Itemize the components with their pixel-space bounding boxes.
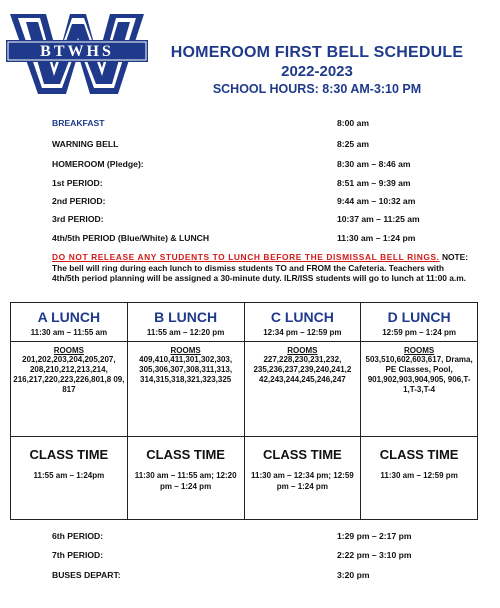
breakfast-label: BREAKFAST — [52, 118, 105, 128]
lunch-name: D LUNCH — [387, 309, 451, 325]
lunch-name: A LUNCH — [37, 309, 101, 325]
period-1-label: 1st PERIOD: — [52, 178, 103, 188]
homeroom-time: 8:30 am – 8:46 am — [337, 159, 411, 169]
school-hours: SCHOOL HOURS: 8:30 AM-3:10 PM — [212, 82, 422, 96]
title-block — [142, 44, 492, 96]
class-time-value: 11:55 am – 1:24pm — [33, 471, 105, 480]
rooms-cell-a — [11, 342, 128, 437]
period-3-time: 10:37 am – 11:25 am — [337, 214, 420, 224]
period-4-5-time: 11:30 am – 1:24 pm — [337, 233, 416, 243]
lunch-header-a — [11, 303, 128, 342]
lunch-time: 12:34 pm – 12:59 pm — [263, 328, 342, 337]
class-time-heading: CLASS TIME — [146, 447, 225, 462]
lunch-header-d — [361, 303, 478, 342]
lunch-table — [10, 302, 478, 520]
lunch-header-b — [127, 303, 244, 342]
period-1-time: 8:51 am – 9:39 am — [337, 178, 411, 188]
rooms-list: 503,510,602,603,617, Drama, PE Classes, Pool, 901,902,903,904,905, 906,T-1,T-3,T-4 — [365, 355, 473, 394]
rooms-cell-b — [127, 342, 244, 437]
class-time-heading: CLASS TIME — [29, 447, 109, 462]
logo-text: BTWHS — [40, 43, 114, 60]
class-time-heading: CLASS TIME — [379, 447, 459, 462]
class-time-cell-c — [244, 437, 361, 520]
rooms-list: 227,228,230,231,232, 235,236,237,239,240,241,2 42,243,244,245,246,247 — [253, 355, 352, 384]
lunch-note: NOTE: The bell will ring during each lunch to dismiss students TO and FROM the Cafeteria. Teachers with 4th/5th period planning will be assigned a 30-minute duty. ILR/ISS students will go to lunch at 11:00 a.m. — [52, 252, 468, 283]
class-time-cell-b — [127, 437, 244, 520]
warning-bell-label: WARNING BELL — [52, 139, 119, 149]
btwhs-w-logo — [6, 10, 148, 98]
buses-depart-time: 3:20 pm — [337, 570, 370, 580]
lunch-time: 11:55 am – 12:20 pm — [146, 328, 225, 337]
rooms-heading: ROOMS — [170, 346, 201, 355]
warning-bell-time: 8:25 am — [337, 139, 370, 149]
school-year: 2022-2023 — [281, 63, 353, 80]
page-title: HOMEROOM FIRST BELL SCHEDULE — [170, 44, 464, 61]
class-time-value: 11:30 am – 11:55 am; 12:20 pm – 1:24 pm — [134, 471, 237, 491]
rooms-heading: ROOMS — [287, 346, 318, 355]
class-time-heading: CLASS TIME — [263, 447, 342, 462]
homeroom-label: HOMEROOM (Pledge): — [52, 159, 144, 169]
class-time-cell-a — [11, 437, 128, 520]
rooms-list: 201,202,203,204,205,207, 208,210,212,213,214, 216,217,220,223,226,801,8 09, 817 — [13, 355, 125, 394]
lunch-header-c — [244, 303, 361, 342]
class-time-value: 11:30 am – 12:59 pm — [380, 471, 458, 480]
period-4-5-label: 4th/5th PERIOD (Blue/White) & LUNCH — [52, 233, 210, 243]
rooms-cell-d — [361, 342, 478, 437]
class-time-value: 11:30 am – 12:34 pm; 12:59 pm – 1:24 pm — [251, 471, 354, 491]
lunch-name: B LUNCH — [154, 309, 218, 325]
buses-depart-label: BUSES DEPART: — [52, 570, 121, 580]
rooms-list: 409,410,411,301,302,303, 305,306,307,308,311,313, 314,315,318,321,323,325 — [139, 355, 233, 384]
rooms-heading: ROOMS — [53, 346, 84, 355]
period-6-label: 6th PERIOD: — [52, 531, 104, 541]
period-2-label: 2nd PERIOD: — [52, 196, 106, 206]
lunch-warning: DO NOT RELEASE ANY STUDENTS TO LUNCH BEFORE THE DISMISSAL BELL RINGS. — [52, 252, 440, 262]
class-time-cell-d — [361, 437, 478, 520]
lunch-time: 12:59 pm – 1:24 pm — [382, 328, 457, 337]
lunch-time: 11:30 am – 11:55 am — [30, 328, 108, 337]
breakfast-time: 8:00 am — [337, 118, 370, 128]
period-2-time: 9:44 am – 10:32 am — [337, 196, 416, 206]
period-6-time: 1:29 pm – 2:17 pm — [337, 531, 412, 541]
rooms-cell-c — [244, 342, 361, 437]
rooms-heading: ROOMS — [404, 346, 435, 355]
lunch-name: C LUNCH — [270, 309, 334, 325]
period-3-label: 3rd PERIOD: — [52, 214, 104, 224]
period-7-time: 2:22 pm – 3:10 pm — [337, 550, 412, 560]
period-7-label: 7th PERIOD: — [52, 550, 104, 560]
lunch-notice — [52, 252, 472, 284]
